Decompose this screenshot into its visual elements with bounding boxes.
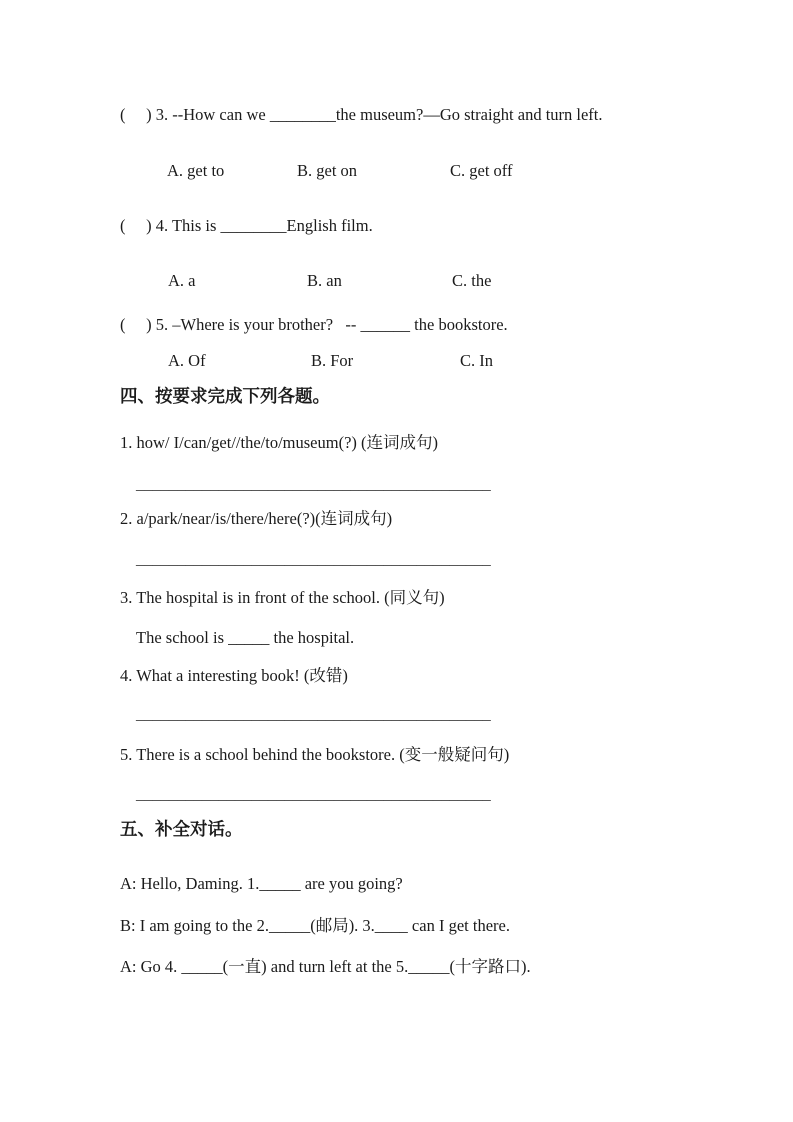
option-a: A. a — [168, 271, 196, 290]
option-c: C. In — [460, 351, 493, 370]
dialogue-line-b1: B: I am going to the 2._____(邮局). 3.____ can I get there. — [120, 916, 510, 935]
section-4-item-3: 3. The hospital is in front of the school. (同义句) — [120, 588, 445, 607]
mcq-question-4-options — [0, 270, 793, 292]
mcq-question-5: ( ) 5. –Where is your brother? -- ______ the bookstore. — [120, 315, 508, 334]
mcq-question-3: ( ) 3. --How can we ________the museum?—Go straight and turn left. — [120, 105, 603, 124]
section-4-item-5: 5. There is a school behind the bookstore. (变一般疑问句) — [120, 745, 510, 764]
section-4-item-4: 4. What a interesting book! (改错) — [120, 666, 348, 685]
section-5-heading: 五、补全对话。 — [120, 819, 243, 839]
option-c: C. get off — [450, 161, 513, 180]
section-4-heading: 四、按要求完成下列各题。 — [120, 386, 330, 406]
answer-blank-line: ___________________________________________ — [136, 474, 491, 493]
option-b: B. an — [307, 271, 342, 290]
dialogue-line-a1: A: Hello, Daming. 1._____ are you going? — [120, 874, 403, 893]
dialogue-line-a2: A: Go 4. _____(一直) and turn left at the 5._____(十字路口). — [120, 957, 531, 976]
answer-blank-line: ___________________________________________ — [136, 704, 491, 723]
mcq-question-4: ( ) 4. This is ________English film. — [120, 216, 373, 235]
section-4-item-3-followup: The school is _____ the hospital. — [136, 628, 355, 647]
option-b: B. get on — [297, 161, 358, 180]
mcq-question-5-options — [0, 350, 793, 372]
answer-blank-line: ___________________________________________ — [136, 784, 491, 803]
mcq-question-3-options — [0, 160, 793, 182]
section-4-item-2: 2. a/park/near/is/there/here(?)(连词成句) — [120, 509, 393, 528]
option-c: C. the — [452, 271, 492, 290]
option-a: A. Of — [168, 351, 206, 370]
option-b: B. For — [311, 351, 354, 370]
answer-blank-line: ___________________________________________ — [136, 549, 491, 568]
option-a: A. get to — [167, 161, 225, 180]
section-4-item-1: 1. how/ I/can/get//the/to/museum(?) (连词成句) — [120, 433, 439, 452]
